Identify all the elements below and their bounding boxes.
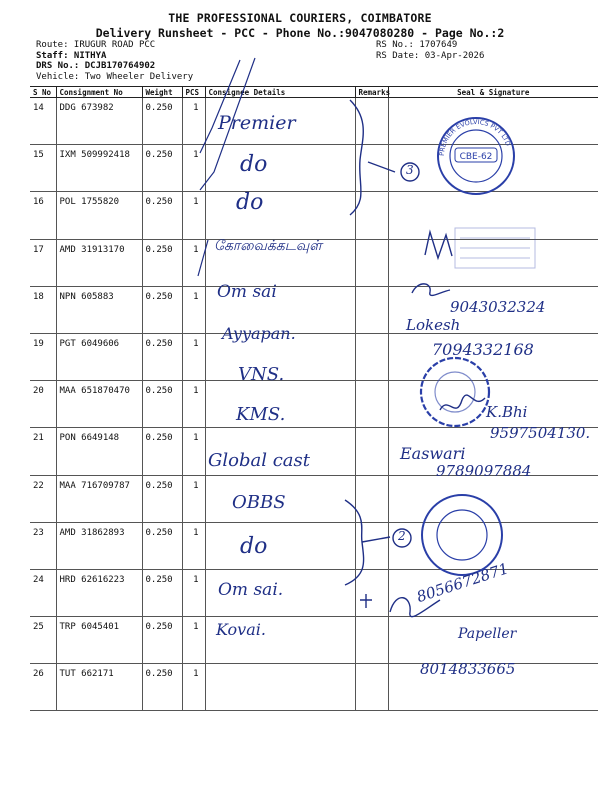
col-sno: S No xyxy=(30,87,56,98)
row-weight: 0.250 xyxy=(142,239,182,286)
col-remarks: Remarks xyxy=(355,87,388,98)
handwritten-consignee: do xyxy=(240,152,268,177)
faded-stamp xyxy=(455,228,535,268)
row-consignment-no: HRD 62616223 xyxy=(56,569,142,616)
bracket-arrow xyxy=(368,162,395,172)
row-consignment-no: AMD 31913170 xyxy=(56,239,142,286)
handwritten-consignee: VNS. xyxy=(238,364,285,385)
col-seal: Seal & Signature xyxy=(388,87,598,98)
handwritten-consignee: do xyxy=(236,190,264,215)
handwritten-phone: 9597504130. xyxy=(490,424,591,442)
handwritten-phone: 7094332168 xyxy=(432,340,534,359)
company-title: THE PROFESSIONAL COURIERS, COIMBATORE xyxy=(168,11,432,25)
signature-mark xyxy=(440,395,485,410)
row-sno: 25 xyxy=(30,617,56,664)
row-pcs: 1 xyxy=(182,617,205,664)
bracket-mark xyxy=(345,500,364,585)
row-sno: 26 xyxy=(30,664,56,711)
row-consignment-no: TRP 6045401 xyxy=(56,617,142,664)
vehicle-line: Vehicle: Two Wheeler Delivery xyxy=(36,71,194,82)
handwritten-consignee: கோவைக்கடவுள் xyxy=(214,238,322,254)
drs-line: DRS No.: DCJB170764902 xyxy=(36,61,156,71)
round-stamp xyxy=(421,358,489,426)
handwritten-consignee: OBBS xyxy=(232,492,286,513)
signature-mark xyxy=(425,232,452,258)
row-weight: 0.250 xyxy=(142,475,182,522)
row-weight: 0.250 xyxy=(142,98,182,145)
row-pcs: 1 xyxy=(182,145,205,192)
row-pcs: 1 xyxy=(182,381,205,428)
premier-stamp xyxy=(438,118,514,194)
rs-date: RS Date: 03-Apr-2026 xyxy=(376,50,485,61)
stamp-code: CBE-62 xyxy=(459,152,493,162)
row-weight: 0.250 xyxy=(142,333,182,380)
route-line: Route: IRUGUR ROAD PCC xyxy=(36,40,156,50)
row-sno: 17 xyxy=(30,239,56,286)
handwritten-signature-name: Easwari xyxy=(400,444,466,463)
signature-mark xyxy=(360,594,372,608)
col-weight: Weight xyxy=(142,87,182,98)
row-pcs: 1 xyxy=(182,333,205,380)
handwritten-phone: 8056672871 xyxy=(414,559,511,606)
row-weight: 0.250 xyxy=(142,569,182,616)
row-sno: 15 xyxy=(30,145,56,192)
handwritten-consignee: Premier xyxy=(218,112,296,134)
handwritten-signature-name: Lokesh xyxy=(406,316,461,334)
row-consignment-no: NPN 605883 xyxy=(56,286,142,333)
row-weight: 0.250 xyxy=(142,145,182,192)
row-weight: 0.250 xyxy=(142,192,182,239)
row-consignment-no: MAA 651870470 xyxy=(56,381,142,428)
row-sno: 14 xyxy=(30,98,56,145)
handwritten-consignee: Om sai. xyxy=(218,580,284,600)
handwritten-consignee: do xyxy=(240,534,268,559)
handwritten-consignee: Ayyapan. xyxy=(222,324,296,343)
handwritten-consignee: Om sai xyxy=(217,282,277,302)
round-stamp xyxy=(422,495,502,575)
row-consignment-no: POL 1755820 xyxy=(56,192,142,239)
handwritten-phone: 8014833665 xyxy=(420,660,516,678)
row-weight: 0.250 xyxy=(142,381,182,428)
handwritten-signature-name: Papeller xyxy=(458,626,517,642)
handwritten-remark: 2 xyxy=(398,529,406,543)
row-sno: 24 xyxy=(30,569,56,616)
staff-line: Staff: NITHYA xyxy=(36,50,107,61)
row-sno: 23 xyxy=(30,522,56,569)
signature-mark xyxy=(412,284,450,296)
handwritten-phone: 9789097884 xyxy=(436,462,532,480)
row-pcs: 1 xyxy=(182,475,205,522)
row-pcs: 1 xyxy=(182,664,205,711)
handwritten-signature-name: K.Bhi xyxy=(486,403,528,421)
handwritten-consignee: KMS. xyxy=(236,404,286,425)
col-consignment: Consignment No xyxy=(56,87,142,98)
handwritten-remark: 3 xyxy=(406,163,414,177)
handwritten-phone: 9043032324 xyxy=(450,298,546,316)
row-consignment-no: AMD 31862893 xyxy=(56,522,142,569)
row-sno: 18 xyxy=(30,286,56,333)
bracket-arrow xyxy=(362,537,390,542)
row-sno: 22 xyxy=(30,475,56,522)
row-weight: 0.250 xyxy=(142,664,182,711)
stamp-outer-text: PREMIER EVOLVICS PVT LTD xyxy=(437,117,513,157)
row-sno: 20 xyxy=(30,381,56,428)
row-consignment-no: DDG 673982 xyxy=(56,98,142,145)
tick-mark xyxy=(200,60,240,153)
row-consignment-no: PON 6649148 xyxy=(56,428,142,475)
rs-number: RS No.: 1707649 xyxy=(376,40,458,50)
row-weight: 0.250 xyxy=(142,617,182,664)
row-pcs: 1 xyxy=(182,192,205,239)
row-weight: 0.250 xyxy=(142,428,182,475)
row-consignment-no: MAA 716709787 xyxy=(56,475,142,522)
row-pcs: 1 xyxy=(182,239,205,286)
handwritten-consignee: Global cast xyxy=(208,450,310,471)
row-consignment-no: PGT 6049606 xyxy=(56,333,142,380)
row-sno: 16 xyxy=(30,192,56,239)
row-pcs: 1 xyxy=(182,569,205,616)
row-pcs: 1 xyxy=(182,286,205,333)
row-consignment-no: TUT 662171 xyxy=(56,664,142,711)
tick-mark xyxy=(198,240,208,276)
col-pcs: PCS xyxy=(182,87,205,98)
runsheet-title: Delivery Runsheet - PCC - Phone No.:9047080280 - Page No.:2 xyxy=(95,26,505,40)
row-pcs: 1 xyxy=(182,522,205,569)
bracket-mark xyxy=(350,100,363,215)
col-consignee: Consignee Details xyxy=(205,87,355,98)
row-weight: 0.250 xyxy=(142,522,182,569)
row-consignment-no: IXM 509992418 xyxy=(56,145,142,192)
row-weight: 0.250 xyxy=(142,286,182,333)
handwritten-consignee: Kovai. xyxy=(216,620,266,639)
row-pcs: 1 xyxy=(182,98,205,145)
row-sno: 19 xyxy=(30,333,56,380)
row-sno: 21 xyxy=(30,428,56,475)
row-pcs: 1 xyxy=(182,428,205,475)
